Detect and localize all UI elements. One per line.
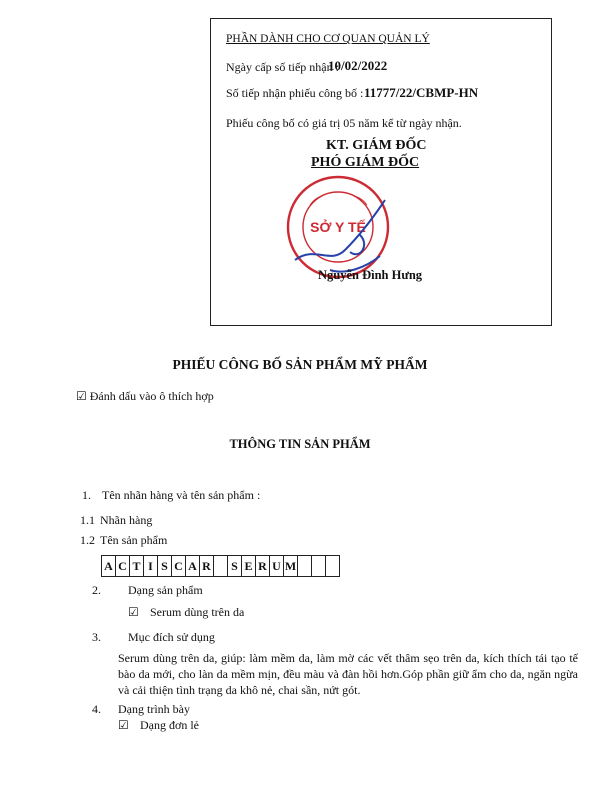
product-name-cell: T bbox=[130, 556, 144, 576]
item4-choice: Dạng đơn lẻ bbox=[140, 718, 199, 732]
receipt-number-label: Số tiếp nhận phiếu công bố : bbox=[226, 86, 364, 100]
item1-2-number: 1.2 bbox=[80, 533, 95, 547]
section-title: THÔNG TIN SẢN PHẨM bbox=[229, 437, 371, 451]
item3-number: 3. bbox=[92, 630, 101, 644]
item2-label: Dạng sản phẩm bbox=[128, 583, 203, 597]
signer-title-deputy: KT. GIÁM ĐỐC bbox=[326, 138, 427, 153]
item3-description: Serum dùng trên da, giúp: làm mềm da, làm mờ các vết thâm sẹo trên da, kích thích tái tạo tế bào da mới, cho làn da mềm mịn, đều màu và đàn hồi hơn.Góp phần giữ ẩm cho da, ngăn ngừa và cải thiện tình trạng da khô nẻ, chai sần, nứt gót. bbox=[118, 651, 578, 697]
product-name-cell: E bbox=[242, 556, 256, 576]
product-name-cell: R bbox=[256, 556, 270, 576]
signer-name: Nguyễn Đình Hưng bbox=[318, 268, 423, 282]
item1-1-label: Nhãn hàng bbox=[100, 513, 153, 527]
product-name-cell: S bbox=[158, 556, 172, 576]
signer-title-vice-director: PHÓ GIÁM ĐỐC bbox=[311, 155, 420, 170]
product-name-cell: M bbox=[284, 556, 298, 576]
receipt-date-label: Ngày cấp số tiếp nhận : bbox=[226, 60, 339, 74]
product-name-cell: I bbox=[144, 556, 158, 576]
product-name-cell bbox=[214, 556, 228, 576]
item4-label: Dạng trình bày bbox=[118, 702, 190, 716]
item4-number: 4. bbox=[92, 702, 101, 716]
item1-label: Tên nhãn hàng và tên sản phẩm : bbox=[102, 488, 261, 502]
checkbox-checked-icon: ☑ bbox=[76, 389, 87, 403]
product-name-cell: C bbox=[116, 556, 130, 576]
product-name-cell: C bbox=[172, 556, 186, 576]
form-title: PHIẾU CÔNG BỐ SẢN PHẨM MỸ PHẨM bbox=[172, 357, 428, 372]
product-name-cell bbox=[326, 556, 339, 576]
item1-1-number: 1.1 bbox=[80, 513, 95, 527]
product-name-cell: U bbox=[270, 556, 284, 576]
product-name-cell: A bbox=[186, 556, 200, 576]
stamp-center-text: SỞ Y TẾ bbox=[310, 219, 366, 235]
validity-note: Phiếu công bố có giá trị 05 năm kể từ ngày nhận. bbox=[226, 116, 462, 130]
product-name-cell: A bbox=[102, 556, 116, 576]
instruction-line bbox=[76, 389, 214, 404]
product-name-cell: R bbox=[200, 556, 214, 576]
admin-box-header: PHẦN DÀNH CHO CƠ QUAN QUẢN LÝ bbox=[226, 33, 430, 45]
item1-number: 1. bbox=[82, 488, 91, 502]
product-name-cell bbox=[298, 556, 312, 576]
product-name-cell: S bbox=[228, 556, 242, 576]
receipt-date-value: 10/02/2022 bbox=[328, 58, 388, 73]
instruction-text: Đánh dấu vào ô thích hợp bbox=[89, 389, 214, 403]
product-name-grid bbox=[101, 555, 340, 577]
receipt-number-value: 11777/22/CBMP-HN bbox=[364, 85, 479, 100]
item1-2-label: Tên sản phẩm bbox=[100, 533, 168, 547]
item3-label: Mục đích sử dụng bbox=[128, 630, 215, 644]
item2-number: 2. bbox=[92, 583, 101, 597]
item2-choice: Serum dùng trên da bbox=[150, 605, 245, 619]
item2-checkbox-icon: ☑ bbox=[128, 605, 139, 619]
item4-checkbox-icon: ☑ bbox=[118, 718, 129, 732]
product-name-cell bbox=[312, 556, 326, 576]
